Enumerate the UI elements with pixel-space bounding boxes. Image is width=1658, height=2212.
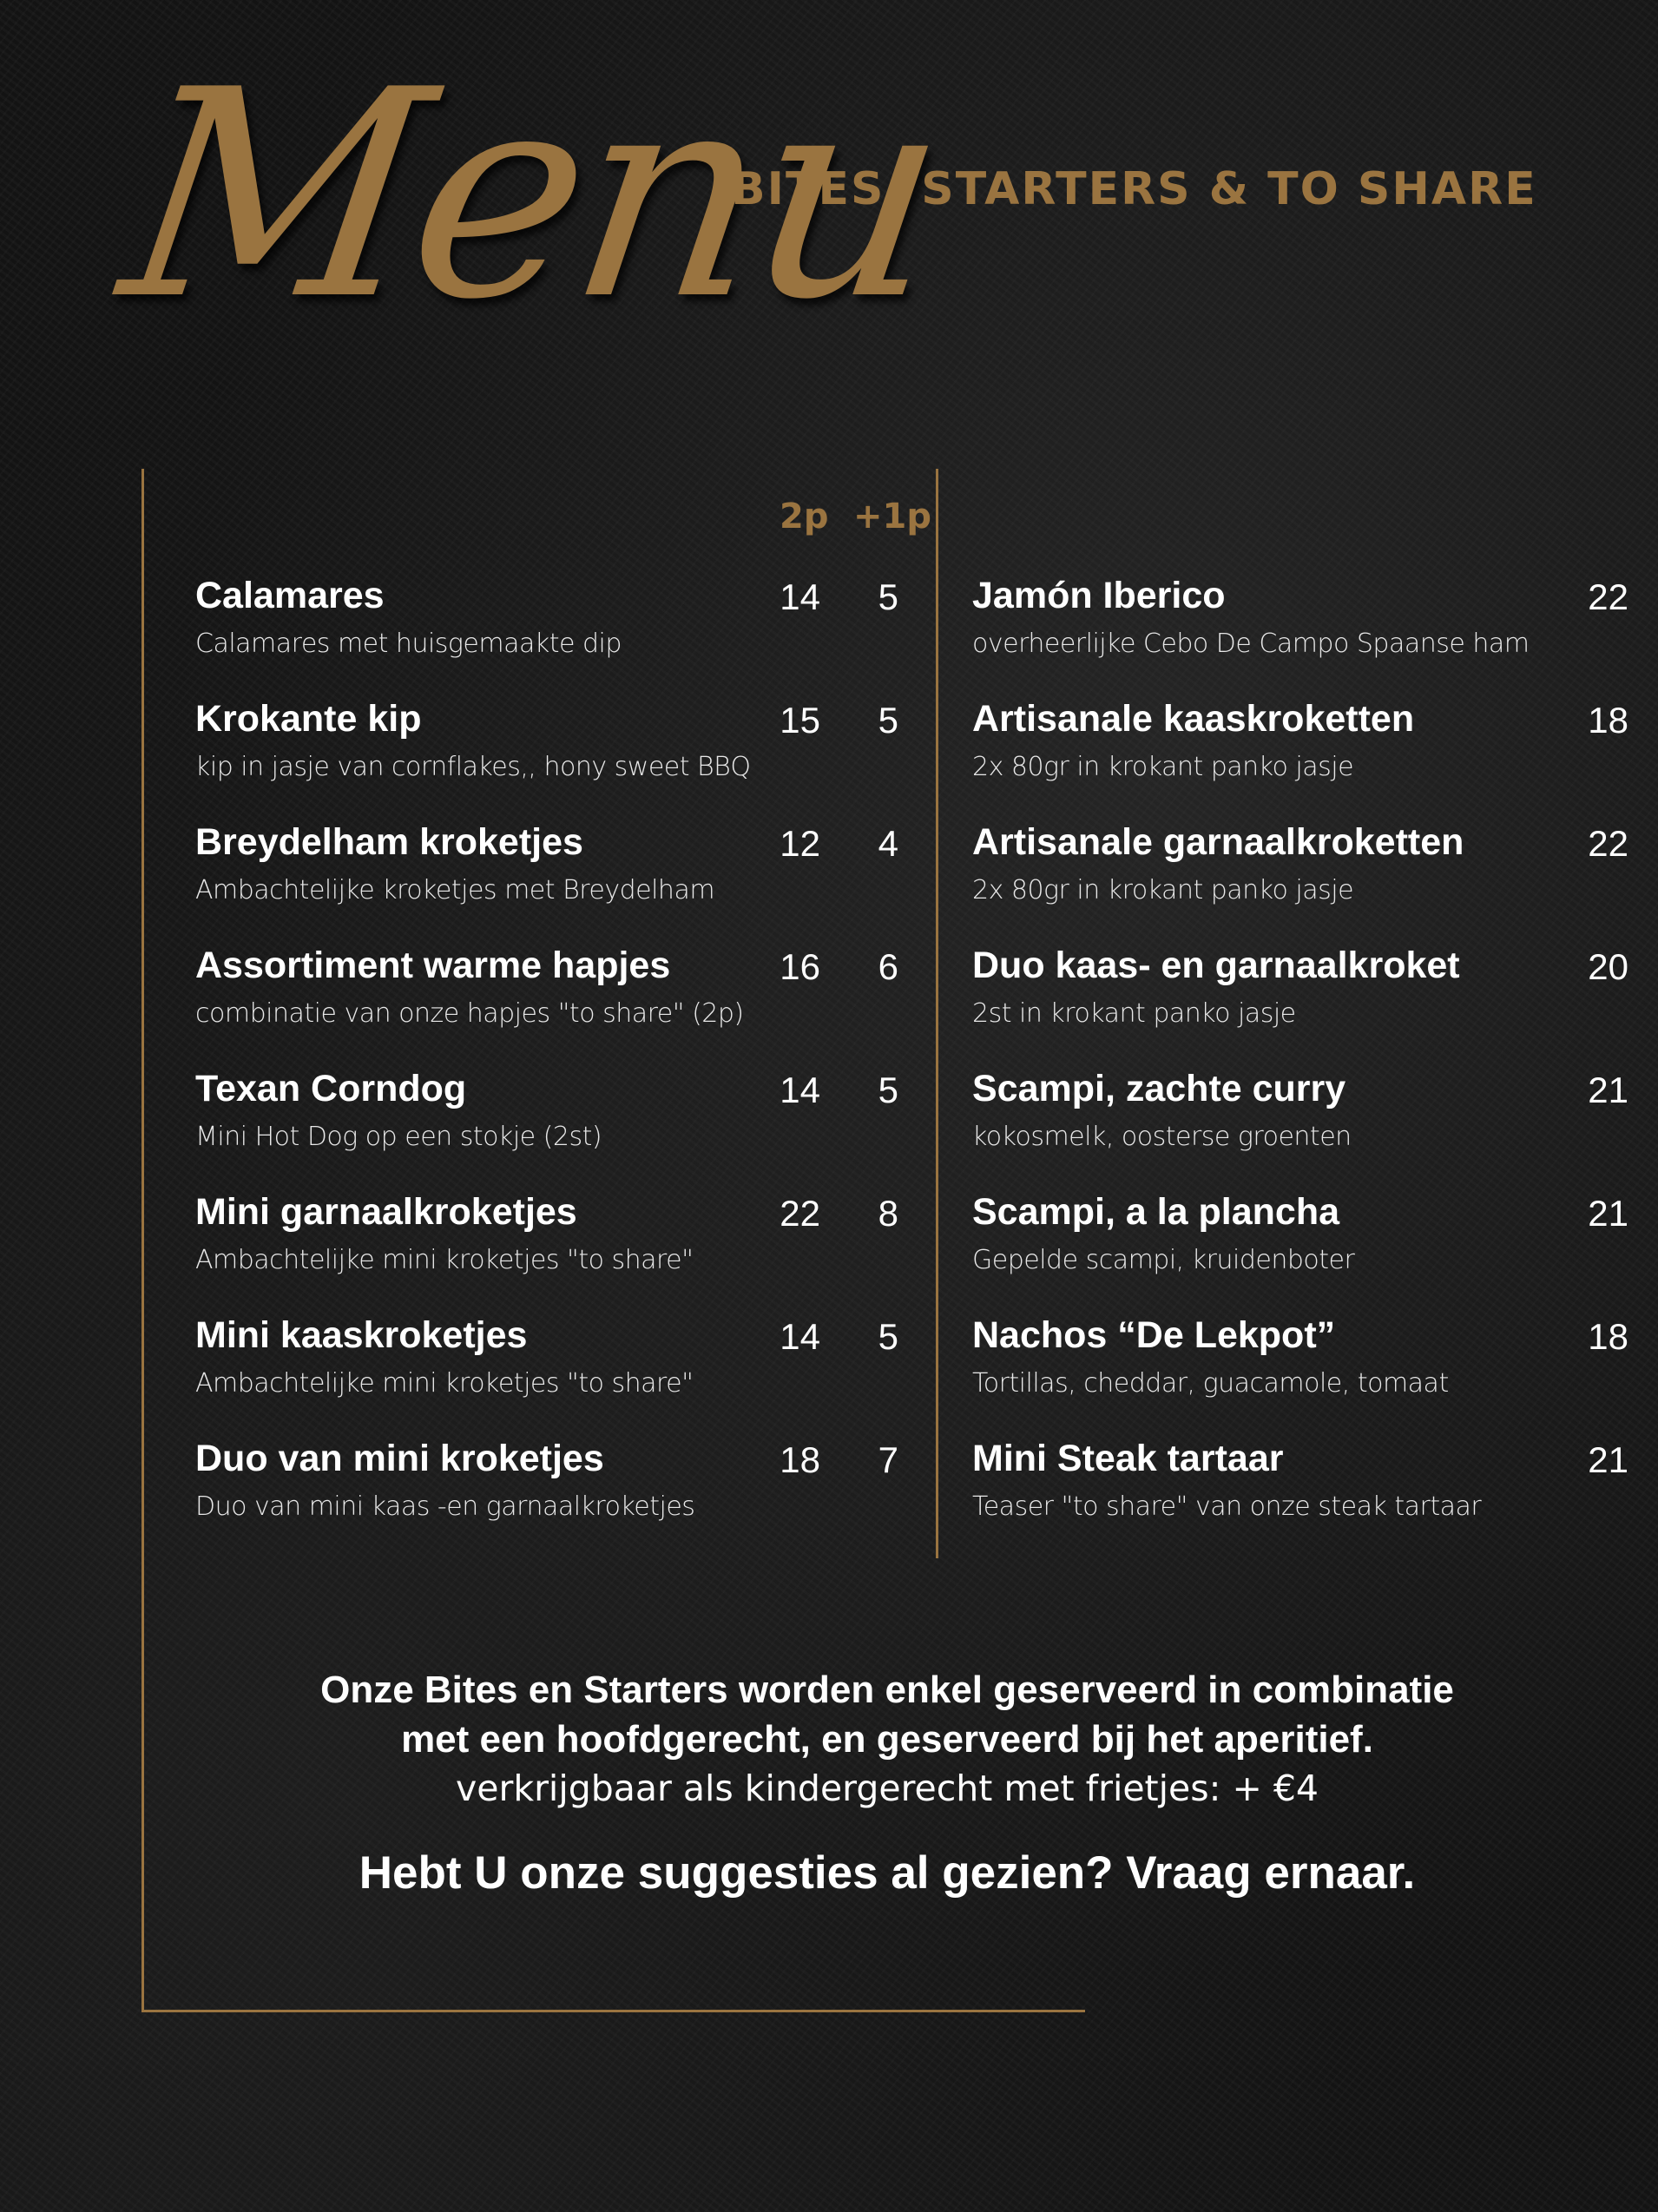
- column-header-2p: 2p: [780, 497, 829, 537]
- item-name: Scampi, zachte curry: [972, 1068, 1346, 1109]
- item-name: Jamón Iberico: [972, 575, 1226, 616]
- footer-line-1: Onze Bites en Starters worden enkel geserveerd in combinatie: [320, 1669, 1454, 1711]
- item-name: Artisanale kaaskroketten: [972, 698, 1415, 740]
- item-name: Mini Steak tartaar: [972, 1438, 1284, 1479]
- price-1p: 4: [878, 823, 898, 864]
- footer-note: [144, 1665, 1630, 1899]
- item-name: Assortiment warme hapjes: [195, 945, 671, 986]
- menu-item: [195, 575, 924, 698]
- left-menu-column: [195, 575, 924, 1561]
- item-description: overheerlijke Cebo De Campo Spaanse ham: [972, 629, 1530, 659]
- item-description: Ambachtelijke mini kroketjes "to share": [195, 1245, 694, 1275]
- item-description: Mini Hot Dog op een stokje (2st): [195, 1122, 602, 1152]
- item-name: Breydelham kroketjes: [195, 821, 583, 863]
- menu-item: [972, 1191, 1628, 1314]
- menu-item: [972, 698, 1628, 821]
- price: 20: [1588, 946, 1628, 987]
- menu-item: [195, 945, 924, 1068]
- item-description: 2st in krokant panko jasje: [972, 998, 1296, 1029]
- frame-bottom-border: [141, 2010, 1085, 2012]
- menu-item: [972, 575, 1628, 698]
- footer-line-2: met een hoofdgerecht, en geserveerd bij het aperitief.: [401, 1718, 1373, 1761]
- menu-item: [195, 1068, 924, 1191]
- item-name: Artisanale garnaalkroketten: [972, 821, 1464, 863]
- item-description: 2x 80gr in krokant panko jasje: [972, 875, 1354, 905]
- menu-item: [972, 1068, 1628, 1191]
- price-2p: 18: [780, 1439, 820, 1480]
- menu-item: [972, 945, 1628, 1068]
- menu-item: [972, 1438, 1628, 1561]
- item-description: Ambachtelijke mini kroketjes "to share": [195, 1368, 694, 1399]
- price-2p: 14: [780, 1070, 820, 1110]
- section-title: BITES, STARTERS & TO SHARE: [731, 163, 1537, 215]
- item-name: Scampi, a la plancha: [972, 1191, 1340, 1233]
- price-2p: 15: [780, 700, 820, 741]
- menu-item: [972, 821, 1628, 945]
- item-description: Calamares met huisgemaakte dip: [195, 629, 622, 659]
- price-2p: 14: [780, 1316, 820, 1357]
- item-description: kip in jasje van cornflakes,, hony sweet BBQ: [195, 752, 751, 782]
- price: 21: [1588, 1070, 1628, 1110]
- item-name: Calamares: [195, 575, 385, 616]
- suggestions-question: Hebt U onze suggesties al gezien? Vraag ernaar.: [359, 1847, 1416, 1899]
- item-description: Teaser "to share" van onze steak tartaar: [972, 1491, 1482, 1522]
- menu-item: [972, 1314, 1628, 1438]
- item-name: Duo kaas- en garnaalkroket: [972, 945, 1460, 986]
- footer-line-3: verkrijgbaar als kindergerecht met frietjes: + €4: [455, 1768, 1319, 1809]
- menu-script-title: Menu: [107, 29, 958, 362]
- price-1p: 6: [878, 946, 898, 987]
- item-description: Gepelde scampi, kruidenboter: [972, 1245, 1355, 1275]
- item-description: Duo van mini kaas -en garnaalkroketjes: [195, 1491, 695, 1522]
- menu-item: [195, 821, 924, 945]
- item-name: Duo van mini kroketjes: [195, 1438, 604, 1479]
- price: 22: [1588, 823, 1628, 864]
- price-1p: 8: [878, 1193, 898, 1234]
- item-name: Mini kaaskroketjes: [195, 1314, 528, 1356]
- item-description: 2x 80gr in krokant panko jasje: [972, 752, 1354, 782]
- item-description: Tortillas, cheddar, guacamole, tomaat: [972, 1368, 1449, 1399]
- price-1p: 5: [878, 1316, 898, 1357]
- item-name: Texan Corndog: [195, 1068, 467, 1109]
- price-2p: 16: [780, 946, 820, 987]
- menu-item: [195, 698, 924, 821]
- price-2p: 12: [780, 823, 820, 864]
- price-1p: 5: [878, 700, 898, 741]
- price: 21: [1588, 1439, 1628, 1480]
- item-name: Krokante kip: [195, 698, 422, 740]
- price: 18: [1588, 1316, 1628, 1357]
- price: 22: [1588, 576, 1628, 617]
- price-1p: 5: [878, 1070, 898, 1110]
- column-divider: [936, 469, 938, 1558]
- price-2p: 22: [780, 1193, 820, 1234]
- item-description: combinatie van onze hapjes "to share" (2p): [195, 998, 744, 1029]
- column-header-1p: +1p: [853, 497, 931, 537]
- item-description: Ambachtelijke kroketjes met Breydelham: [195, 875, 715, 905]
- menu-item: [195, 1191, 924, 1314]
- price: 21: [1588, 1193, 1628, 1234]
- item-name: Nachos “De Lekpot”: [972, 1314, 1336, 1356]
- item-description: kokosmelk, oosterse groenten: [972, 1122, 1352, 1152]
- price: 18: [1588, 700, 1628, 741]
- right-menu-column: [972, 575, 1628, 1561]
- menu-item: [195, 1314, 924, 1438]
- price-1p: 7: [878, 1439, 898, 1480]
- price-2p: 14: [780, 576, 820, 617]
- menu-item: [195, 1438, 924, 1561]
- item-name: Mini garnaalkroketjes: [195, 1191, 577, 1233]
- price-1p: 5: [878, 576, 898, 617]
